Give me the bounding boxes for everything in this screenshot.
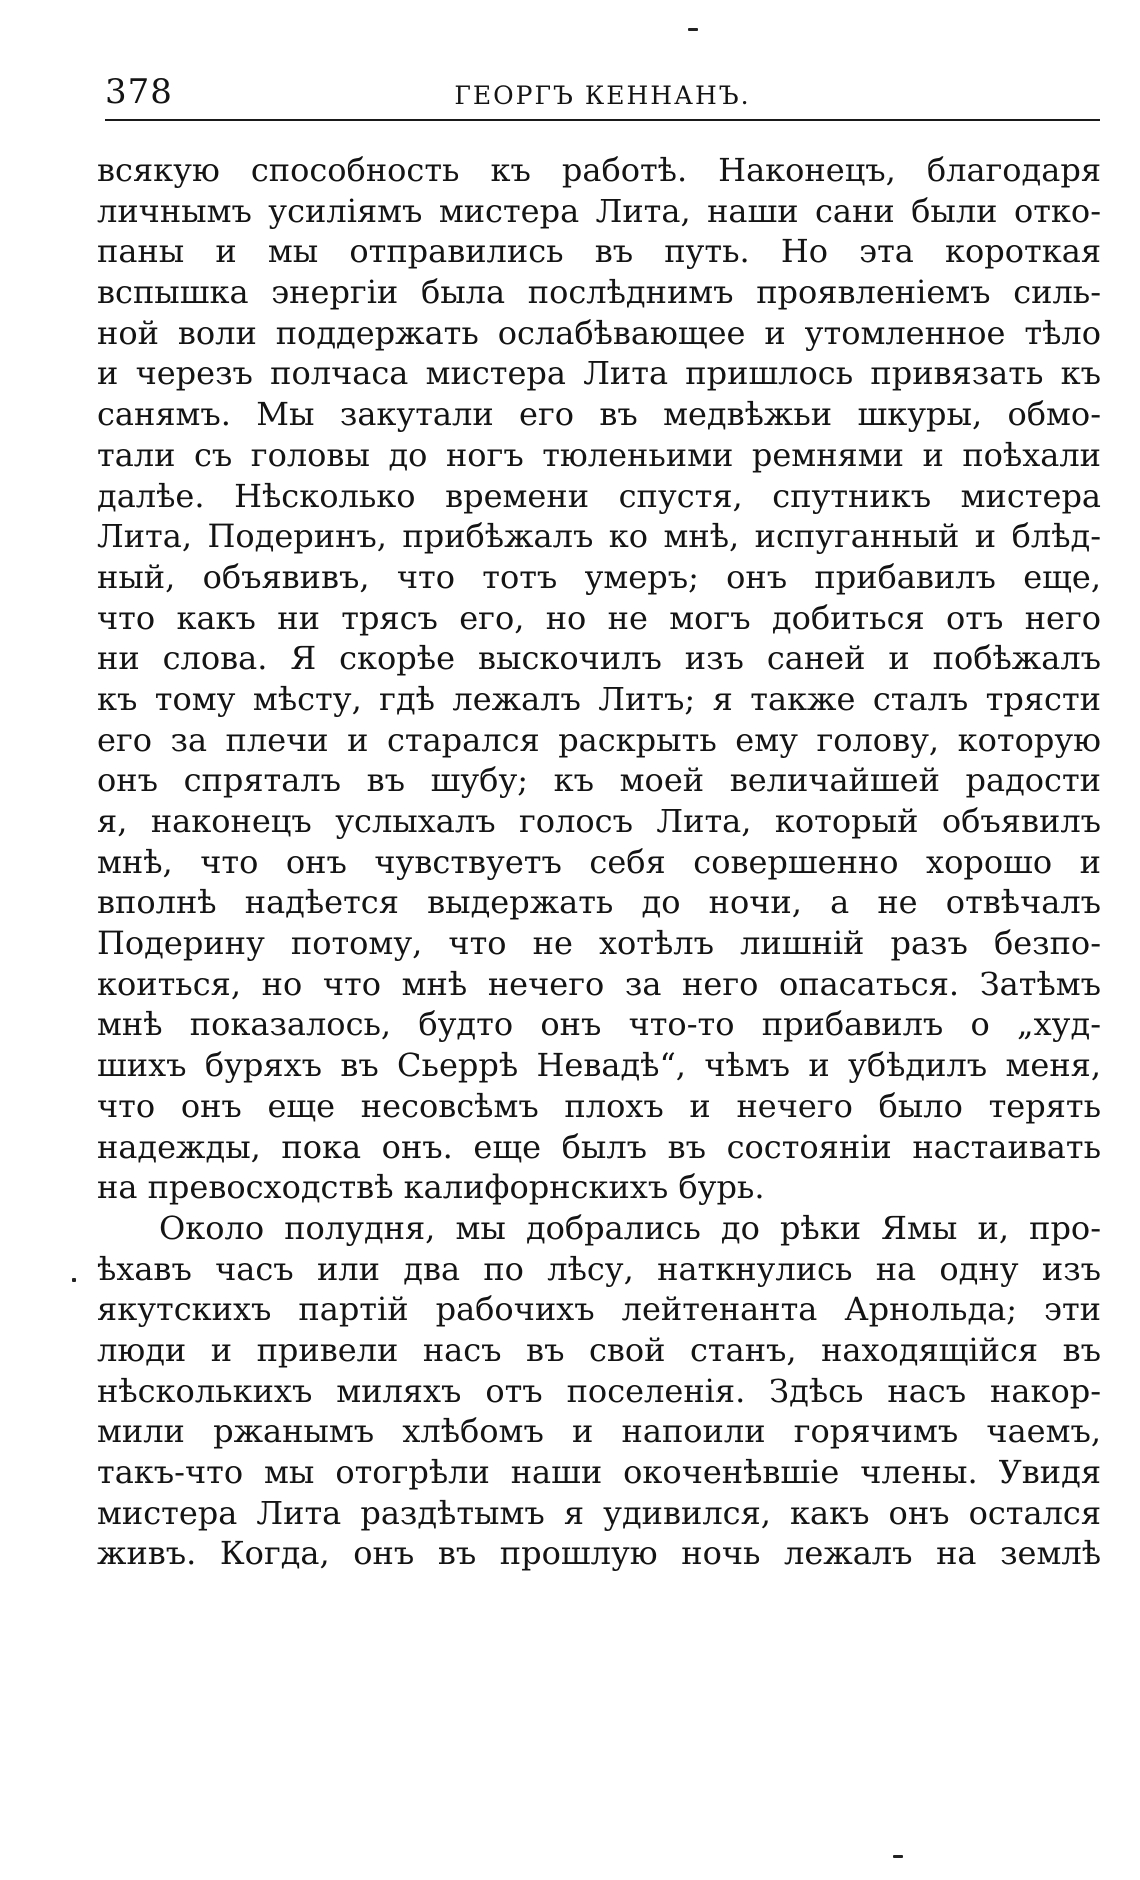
text-line: ный, объявивъ, что тотъ умеръ; онъ прибавилъ еще,	[97, 557, 1101, 596]
text-line: ной воли поддержать ослабѣвающее и утомленное тѣло	[97, 313, 1101, 352]
text-line: мнѣ показалось, будто онъ что-то прибавилъ о „худ-	[97, 1005, 1101, 1044]
text-line: надежды, пока онъ. еще былъ въ состояніи настаивать	[97, 1127, 1101, 1166]
page-number: 378	[105, 72, 173, 112]
text-line: ѣхавъ часъ или два по лѣсу, наткнулись на одну изъ	[97, 1249, 1101, 1288]
text-line: къ тому мѣсту, гдѣ лежалъ Литъ; я также сталъ трясти	[97, 679, 1101, 718]
text-line: якутскихъ партій рабочихъ лейтенанта Арнольда; эти	[97, 1290, 1101, 1329]
text-line: живъ. Когда, онъ въ прошлую ночь лежалъ на землѣ	[97, 1534, 1101, 1573]
text-line: мили ржанымъ хлѣбомъ и напоили горячимъ чаемъ,	[97, 1412, 1101, 1451]
text-line: ни слова. Я скорѣе выскочилъ изъ саней и побѣжалъ	[97, 639, 1101, 678]
text-line: далѣе. Нѣсколько времени спустя, спутникъ мистера	[97, 476, 1101, 515]
text-line: что онъ еще несовсѣмъ плохъ и нечего было терять	[97, 1086, 1101, 1125]
text-line: я, наконецъ услыхалъ голосъ Лита, который объявилъ	[97, 802, 1101, 840]
scan-speck	[72, 1278, 76, 1282]
body-text	[97, 150, 1101, 1574]
paragraph-1	[97, 150, 1101, 1208]
text-line: Лита, Подеринъ, прибѣжалъ ко мнѣ, испуганный и блѣд-	[97, 517, 1101, 556]
text-line: вспышка энергіи была послѣднимъ проявленіемъ силь-	[97, 273, 1101, 312]
text-line: коиться, но что мнѣ нечего за него опасаться. Затѣмъ	[97, 964, 1101, 1003]
text-line: нѣсколькихъ миляхъ отъ поселенія. Здѣсь насъ накор-	[97, 1371, 1101, 1410]
text-line: на превосходствѣ калифорнскихъ бурь.	[97, 1168, 765, 1207]
text-line: личнымъ усиліямъ мистера Лита, наши сани были отко-	[97, 191, 1101, 230]
text-line: что какъ ни трясъ его, но не могъ добиться отъ него	[97, 598, 1101, 637]
text-line: мнѣ, что онъ чувствуетъ себя совершенно хорошо и	[97, 842, 1101, 881]
text-line: Подерину потому, что не хотѣлъ лишній разъ безпо-	[97, 924, 1101, 963]
scan-speck	[688, 28, 698, 31]
header-rule	[105, 119, 1100, 121]
scan-speck	[893, 1855, 903, 1858]
text-line: и черезъ полчаса мистера Лита пришлось привязать къ	[97, 354, 1101, 393]
text-line: вполнѣ надѣется выдержать до ночи, а не отвѣчалъ	[97, 883, 1101, 922]
text-line: шихъ буряхъ въ Сьеррѣ Невадѣ“, чѣмъ и убѣдилъ меня,	[97, 1046, 1101, 1085]
text-line: люди и привели насъ въ свой станъ, находящійся въ	[97, 1330, 1101, 1369]
text-line: тали съ головы до ногъ тюленьими ремнями и поѣхали	[97, 435, 1101, 474]
text-line: его за плечи и старался раскрыть ему голову, которую	[97, 720, 1101, 759]
running-title: ГЕОРГЪ КЕННАНЪ.	[454, 81, 751, 110]
text-line: мистера Лита раздѣтымъ я удивился, какъ онъ остался	[97, 1493, 1101, 1532]
text-line: паны и мы отправились въ путь. Но эта короткая	[97, 232, 1101, 271]
text-line: санямъ. Мы закутали его въ медвѣжьи шкуры, обмо-	[97, 395, 1101, 434]
page-header	[105, 68, 1100, 116]
text-line: онъ спряталъ въ шубу; къ моей величайшей радости	[97, 761, 1101, 800]
paragraph-2	[97, 1208, 1101, 1574]
text-line: всякую способность къ работѣ. Наконецъ, благодаря	[97, 151, 1101, 189]
text-line: Около полудня, мы добрались до рѣки Ямы и, про-	[159, 1208, 1101, 1247]
text-line: такъ-что мы отогрѣли наши окоченѣвшіе члены. Увидя	[97, 1453, 1101, 1491]
